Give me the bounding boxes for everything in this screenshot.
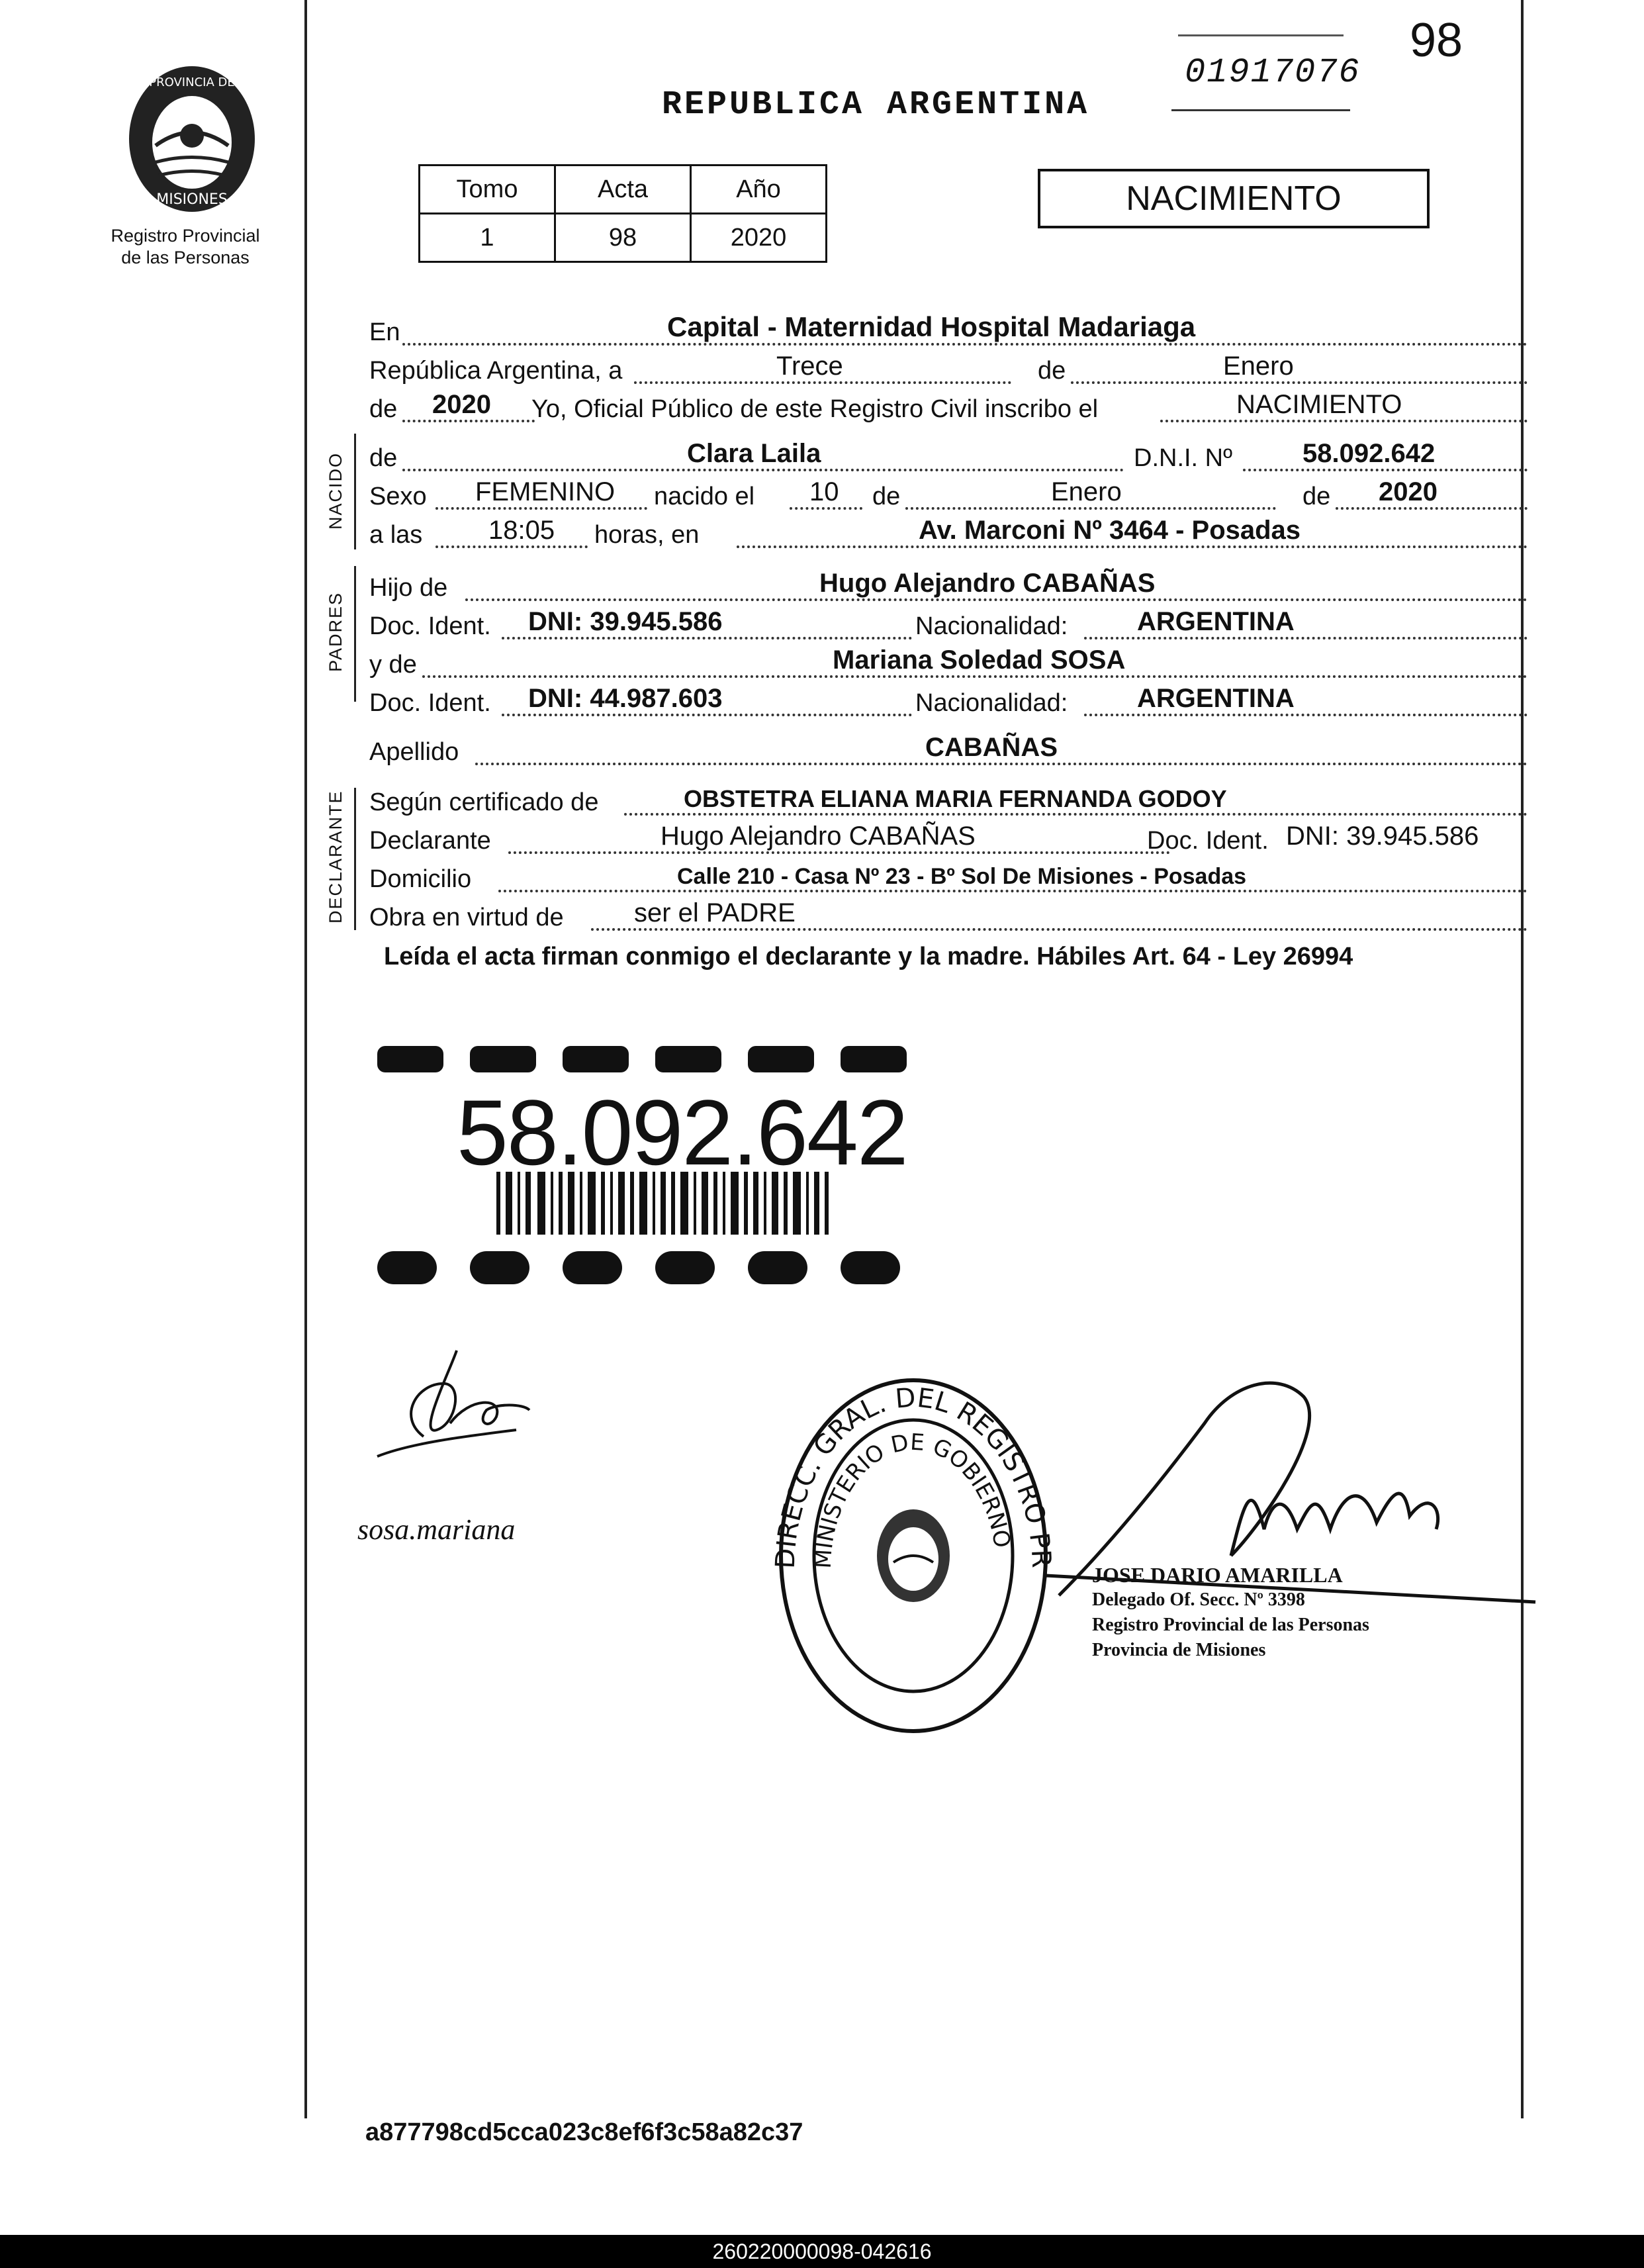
sexo-label: Sexo bbox=[369, 483, 427, 510]
row-mother-doc bbox=[369, 682, 1494, 720]
nacido-section-label: NACIDO bbox=[326, 451, 345, 530]
day-value: Trece bbox=[776, 352, 843, 381]
birth-month: Enero bbox=[1051, 477, 1122, 506]
official-role: Delegado Of. Secc. Nº 3398 bbox=[1092, 1589, 1305, 1610]
act-value: NACIMIENTO bbox=[1236, 390, 1402, 419]
mother-doc-label: Doc. Ident. bbox=[369, 689, 491, 717]
cert-label: Según certificado de bbox=[369, 788, 599, 816]
row-domicilio bbox=[369, 858, 1494, 896]
father-doc: DNI: 39.945.586 bbox=[528, 607, 723, 636]
year-value: 2020 bbox=[432, 390, 491, 419]
father-doc-label: Doc. Ident. bbox=[369, 612, 491, 640]
padres-bracket bbox=[354, 566, 356, 702]
decl-label: Declarante bbox=[369, 827, 491, 855]
dom-label: Domicilio bbox=[369, 865, 472, 893]
child-name: Clara Laila bbox=[687, 439, 821, 468]
en-value: Capital - Maternidad Hospital Madariaga bbox=[667, 311, 1196, 342]
page-number: 98 bbox=[1410, 14, 1463, 67]
apellido-label: Apellido bbox=[369, 738, 459, 766]
row-cert bbox=[369, 781, 1494, 820]
rep-label: República Argentina, a bbox=[369, 357, 623, 385]
birth-place: Av. Marconi Nº 3464 - Posadas bbox=[919, 516, 1301, 545]
acta-value: 98 bbox=[555, 214, 691, 262]
row-father-doc bbox=[369, 605, 1494, 643]
declarante-bracket bbox=[354, 788, 356, 930]
father-name: Hugo Alejandro CABAÑAS bbox=[819, 569, 1156, 598]
official-name: JOSE DARIO AMARILLA bbox=[1092, 1563, 1343, 1587]
tomo-header: Tomo bbox=[420, 165, 555, 214]
closing-statement: Leída el acta firman conmigo el declarante y la madre. Hábiles Art. 64 - Ley 26994 bbox=[384, 943, 1353, 970]
alas-label: a las bbox=[369, 521, 423, 549]
decl-doc-label: Doc. Ident. bbox=[1147, 827, 1269, 855]
mother-nationality: ARGENTINA bbox=[1137, 684, 1295, 713]
de-label-2: de bbox=[872, 483, 901, 510]
horas-label: horas, en bbox=[594, 521, 700, 549]
row-obra bbox=[369, 896, 1494, 935]
registry-label bbox=[86, 225, 285, 269]
dni-label: D.N.I. Nº bbox=[1134, 444, 1232, 472]
nacido-de-label: de bbox=[369, 444, 398, 472]
mother-name: Mariana Soledad SOSA bbox=[833, 645, 1126, 675]
row-nacido-name bbox=[369, 437, 1494, 475]
registry-line2: de las Personas bbox=[121, 248, 250, 267]
row-declarante bbox=[369, 820, 1494, 858]
mother-nat-label: Nacionalidad: bbox=[915, 689, 1068, 717]
declarante-section-label: DECLARANTE bbox=[326, 790, 345, 923]
official-stamp bbox=[1092, 1562, 1463, 1663]
dotted-fill bbox=[1071, 380, 1528, 384]
sexo-value: FEMENINO bbox=[475, 477, 616, 506]
padres-section-label: PADRES bbox=[326, 591, 345, 672]
right-margin-line bbox=[1521, 0, 1524, 2118]
volume-table bbox=[418, 164, 827, 263]
nacido-el-label: nacido el bbox=[654, 483, 755, 510]
de-label: de bbox=[1038, 357, 1066, 385]
official-province: Provincia de Misiones bbox=[1092, 1640, 1266, 1660]
birth-time: 18:05 bbox=[488, 516, 555, 545]
row-time-place bbox=[369, 514, 1494, 552]
yo-label: Yo, Oficial Público de este Registro Civil inscribo el bbox=[531, 395, 1099, 423]
registry-line1: Registro Provincial bbox=[111, 226, 260, 246]
serial-underline bbox=[1171, 109, 1350, 111]
row-apellido bbox=[369, 731, 1494, 769]
tomo-value: 1 bbox=[420, 214, 555, 262]
row-en bbox=[369, 311, 1494, 350]
de-label-3: de bbox=[1302, 483, 1331, 510]
seal-outer-text: IRECC. GRAL. DEL REGISTRO P bbox=[774, 1382, 1052, 1551]
row-hijo bbox=[369, 567, 1494, 605]
row-year bbox=[369, 388, 1494, 426]
dni-sticker-number: 58.092.642 bbox=[457, 1080, 907, 1184]
nacido-bracket bbox=[354, 434, 356, 549]
logo-bottom-text: MISIONES bbox=[156, 191, 228, 208]
decl-doc-value: DNI: 39.945.586 bbox=[1286, 822, 1479, 851]
serial-number: 01917076 bbox=[1185, 53, 1361, 92]
official-seal bbox=[774, 1370, 1052, 1744]
obra-value: ser el PADRE bbox=[634, 898, 796, 927]
row-republica bbox=[369, 350, 1494, 388]
mother-signature bbox=[371, 1344, 543, 1466]
province-logo bbox=[106, 53, 278, 222]
apellido-value: CABAÑAS bbox=[925, 733, 1058, 762]
yde-label: y de bbox=[369, 651, 417, 679]
footer-code: 260220000098-042616 bbox=[712, 2240, 932, 2263]
mother-printed-name: sosa.mariana bbox=[357, 1513, 516, 1546]
document-hash: a877798cd5cca023c8ef6f3c58a82c37 bbox=[365, 2118, 803, 2146]
dom-value: Calle 210 - Casa Nº 23 - Bº Sol De Misiones - Posadas bbox=[677, 864, 1247, 889]
row-yde bbox=[369, 643, 1494, 682]
seal-inner-text: MINISTERIO DE GOBIERNO bbox=[809, 1429, 1016, 1570]
de2-label: de bbox=[369, 395, 398, 423]
birth-day: 10 bbox=[809, 477, 839, 506]
official-registry: Registro Provincial de las Personas bbox=[1092, 1615, 1369, 1635]
child-dni: 58.092.642 bbox=[1302, 439, 1436, 468]
en-label: En bbox=[369, 318, 400, 346]
obra-label: Obra en virtud de bbox=[369, 904, 564, 931]
hijo-label: Hijo de bbox=[369, 574, 448, 602]
cert-value: OBSTETRA ELIANA MARIA FERNANDA GODOY bbox=[684, 785, 1227, 812]
left-margin-line bbox=[304, 0, 307, 2118]
acta-header: Acta bbox=[555, 165, 691, 214]
row-sexo bbox=[369, 475, 1494, 514]
decl-value: Hugo Alejandro CABAÑAS bbox=[661, 822, 976, 851]
ano-value: 2020 bbox=[691, 214, 827, 262]
father-nat-label: Nacionalidad: bbox=[915, 612, 1068, 640]
logo-top-text: PROVINCIA DE bbox=[149, 75, 235, 89]
month-value: Enero bbox=[1223, 352, 1294, 381]
act-type-box: NACIMIENTO bbox=[1038, 169, 1430, 228]
serial-top-line bbox=[1178, 34, 1344, 36]
mother-doc: DNI: 44.987.603 bbox=[528, 684, 723, 713]
birth-year: 2020 bbox=[1379, 477, 1438, 506]
document-title: REPUBLICA ARGENTINA bbox=[662, 86, 1090, 124]
ano-header: Año bbox=[691, 165, 827, 214]
father-nationality: ARGENTINA bbox=[1137, 607, 1295, 636]
